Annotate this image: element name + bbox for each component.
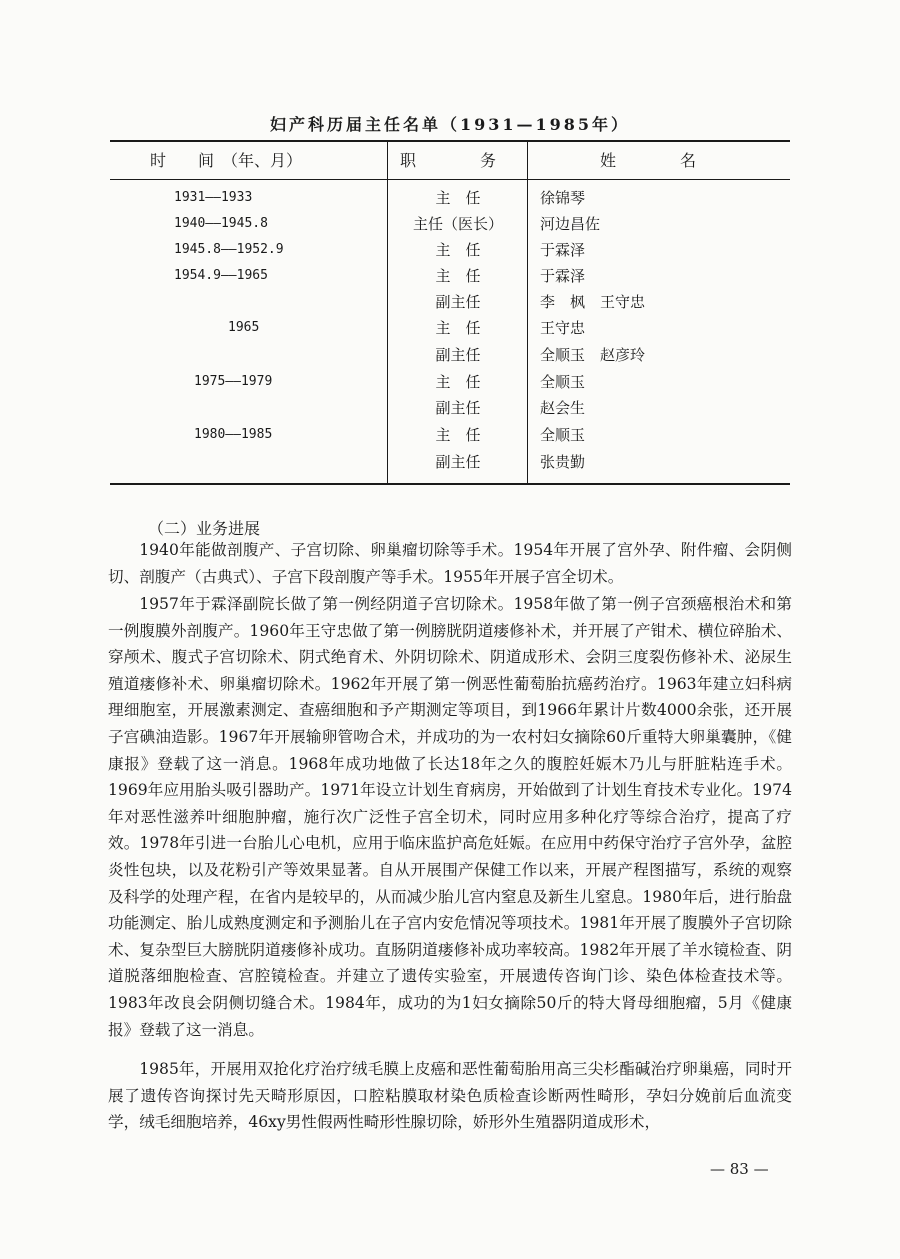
row-name: 全顺玉 — [540, 373, 586, 391]
row-role: 副主任 — [435, 346, 481, 364]
body-paragraph: 1957年于霖泽副院长做了第一例经阴道子宫切除术。1958年做了第一例子宫颈癌根治术和第一例腹膜外剖腹产。1960年王守忠做了第一例膀胱阴道瘘修补术，并开展了产钳术、横位碎胎术、穿颅术、腹式子宫切除术、阴式绝育术、外阴切除术、阴道成形术、会阴三度裂伤修补术、泌尿生殖道瘘修补术、卵巢瘤切除术。1962年开展了第一例恶性葡萄胎抗癌药治疗。1963年建立妇科病理细胞室，开展激素测定、查癌细胞和予产期测定等项目，到1966年累计片数4000余张，还开展子宫碘油造影。1967年开展输卵管吻合术，并成功的为一农村妇女摘除60斤重特大卵巢囊肿，《健康报》登载了这一消息。1968年成功地做了长达18年之久的腹腔妊娠木乃儿与肝脏粘连手术。1969年应用胎头吸引器助产。1971年设立计划生育病房，开始做到了计划生育技术专业化。1974年对恶性滋养叶细胞肿瘤，施行次广泛性子宫全切术，同时应用多种化疗等综合治疗，提高了疗效。1978年引进一台胎儿心电机，应用于临床监护高危妊娠。在应用中药保守治疗子宫外孕，盆腔炎性包块，以及花粉引产等效果显著。自从开展围产保健工作以来，开展产程图描写，系统的观察及科学的处理产程，在省内是较早的，从而减少胎儿宫内窒息及新生儿窒息。1980年后，进行胎盘功能测定、胎儿成熟度测定和予测胎儿在子宫内安危情况等项技术。1981年开展了腹膜外子宫切除术、复杂型巨大膀胱阴道瘘修补成功。直肠阴道瘘修补成功率较高。1982年开展了羊水镜检查、阴道脱落细胞检查、宫腔镜检查。并建立了遗传实验室，开展遗传咨询门诊、染色体检查技术等。1983年改良会阴侧切缝合术。1984年，成功的为1妇女摘除50斤的特大肾母细胞瘤，5月《健康报》登载了这一消息。 — [108, 595, 792, 1039]
row-name: 王守忠 — [540, 319, 586, 337]
row-role: 主 任 — [435, 267, 481, 285]
table-title: 妇产科历届主任名单（1931—1985年） — [269, 115, 631, 134]
row-role: 副主任 — [435, 293, 481, 311]
body-paragraph: 1985年，开展用双抢化疗治疗绒毛膜上皮癌和恶性葡萄胎用高三尖杉酯碱治疗卵巢癌，同时开展了遗传咨询探讨先天畸形原因，口腔粘膜取材染色质检查诊断两性畸形，孕妇分娩前后血流变学，绒毛细胞培养，46xy男性假两性畸形性腺切除，娇形外生殖器阴道成形术， — [108, 1060, 792, 1132]
row-name: 全顺玉 — [540, 426, 586, 444]
row-name: 张贵勤 — [540, 453, 586, 471]
row-time: 1980——1985 — [194, 427, 273, 442]
table-row — [110, 187, 790, 213]
section-heading: （二）业务进展 — [148, 519, 261, 538]
page-number: — 83 — — [710, 1160, 769, 1178]
table-row — [110, 213, 790, 239]
row-name: 河边昌佐 — [540, 215, 601, 233]
table-bottom-rule — [110, 483, 790, 485]
row-name: 于霖泽 — [540, 241, 586, 259]
row-role: 副主任 — [435, 453, 481, 471]
table-row — [110, 239, 790, 265]
header-position: 职 务 — [400, 151, 497, 170]
row-name: 于霖泽 — [540, 267, 586, 285]
row-time: 1975——1979 — [194, 374, 273, 389]
table-row — [110, 451, 790, 477]
row-time: 1954.9——1965 — [174, 268, 268, 283]
table-row — [110, 397, 790, 423]
row-time: 1931——1933 — [174, 190, 253, 205]
header-name: 姓 名 — [600, 151, 697, 170]
table-row — [110, 265, 790, 291]
row-time: 1945.8——1952.9 — [174, 242, 284, 257]
row-role: 主 任 — [435, 373, 481, 391]
row-role: 主 任 — [435, 241, 481, 259]
body-paragraph: 1940年能做剖腹产、子宫切除、卵巢瘤切除等手术。1954年开展了宫外孕、附件瘤、会阴侧切、剖腹产（古典式）、子宫下段剖腹产等手术。1955年开展子宫全切术。 — [108, 541, 792, 586]
row-role: 副主任 — [435, 399, 481, 417]
row-name: 全顺玉 赵彦玲 — [540, 346, 646, 364]
row-role: 主任（医长） — [412, 215, 503, 233]
table-row — [110, 371, 790, 397]
row-name: 徐锦琴 — [540, 189, 586, 207]
table-row — [110, 291, 790, 317]
row-time: 1940——1945.8 — [174, 216, 268, 231]
row-role: 主 任 — [435, 319, 481, 337]
row-name: 李 枫 王守忠 — [540, 293, 646, 311]
table-row — [110, 424, 790, 450]
table-header-rule — [110, 179, 790, 180]
header-time: 时 间 （年、月） — [150, 151, 303, 170]
row-time: 1965 — [228, 320, 260, 335]
table-row — [110, 344, 790, 370]
table-top-rule — [110, 140, 790, 142]
row-name: 赵会生 — [540, 399, 586, 417]
row-role: 主 任 — [435, 189, 481, 207]
row-role: 主 任 — [435, 426, 481, 444]
table-row — [110, 317, 790, 343]
